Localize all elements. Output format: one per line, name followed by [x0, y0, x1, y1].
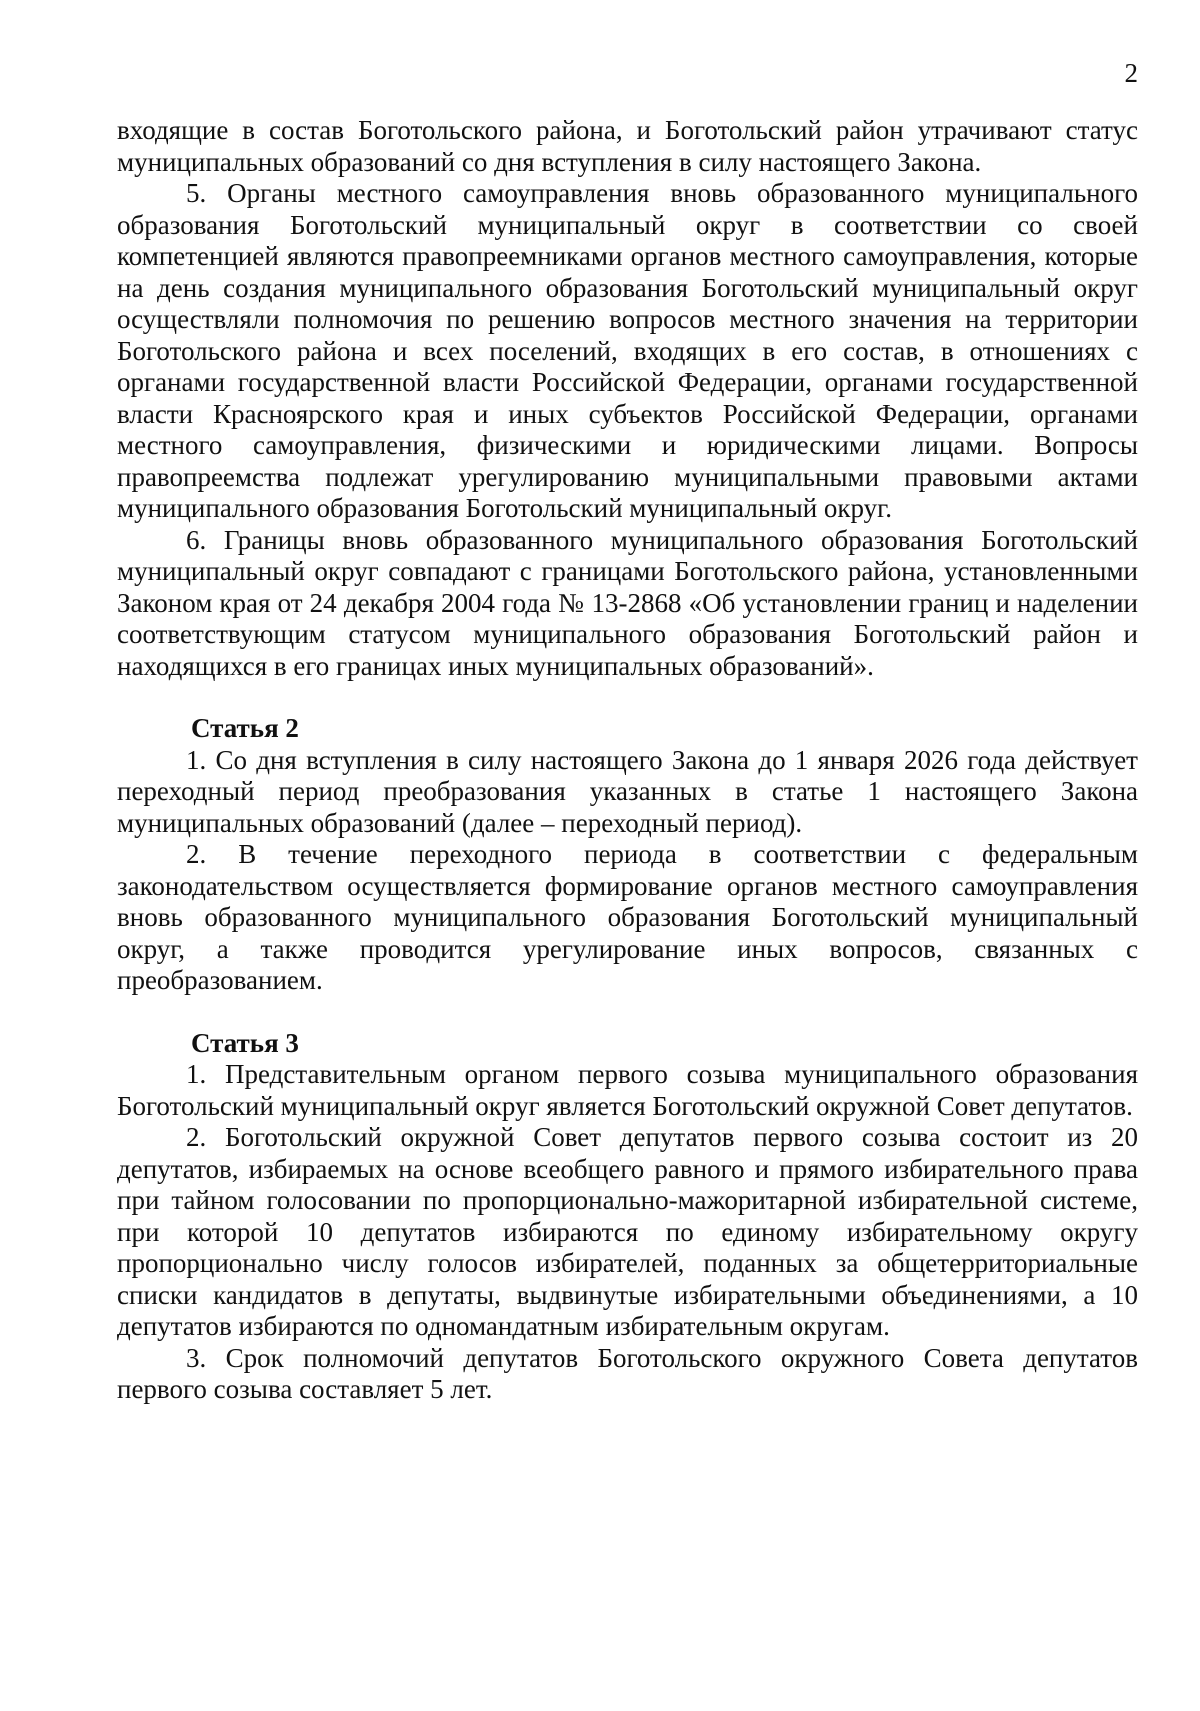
article-3-paragraph-2: 2. Боготольский окружной Совет депутатов первого созыва состоит из 20 депутатов, избираемых на основе всеобщего равного и прямого избирательного права при тайном голосовании по пропорционально-мажоритарной избирательной системе, при которой 10 депутатов избираются по единому избирательному округу пропорционально числу голосов избирателей, поданных за общетерриториальные списки кандидатов в депутаты, выдвинутые избирательными объединениями, а 10 депутатов избираются по одномандатным избирательным округам.	[117, 1122, 1138, 1341]
document-body	[117, 115, 1138, 1406]
continuation-paragraph: входящие в состав Боготольского района, и Боготольский район утрачивают статус муниципальных образований со дня вступления в силу настоящего Закона.	[117, 115, 1138, 177]
page-number: 2	[1124, 58, 1138, 88]
article-3-section	[117, 1028, 1138, 1406]
article-3-paragraph-1: 1. Представительным органом первого созыва муниципального образования Боготольский муниципальный округ является Боготольский окружной Совет депутатов.	[117, 1059, 1138, 1121]
paragraph-item-6: 6. Границы вновь образованного муниципального образования Боготольский муниципальный округ совпадают с границами Боготольского района, установленными Законом края от 24 декабря 2004 года № 13-2868 «Об установлении границ и наделении соответствующим статусом муниципального образования Боготольский район и находящихся в его границах иных муниципальных образований».	[117, 524, 1138, 681]
article-2-paragraph-2: 2. В течение переходного периода в соответствии с федеральным законодательством осуществляется формирование органов местного самоуправления вновь образованного муниципального образования Боготольский муниципальный округ, а также проводится урегулирование иных вопросов, связанных с преобразованием.	[117, 839, 1138, 995]
article-2-section	[117, 713, 1138, 997]
paragraph-item-5: 5. Органы местного самоуправления вновь образованного муниципального образования Боготольский муниципальный округ в соответствии со своей компетенцией являются правопреемниками органов местного самоуправления, которые на день создания муниципального образования Боготольский муниципальный округ осуществляли полномочия по решению вопросов местного значения на территории Боготольского района и всех поселений, входящих в его состав, в отношениях с органами государственной власти Российской Федерации, органами государственной власти Красноярского края и иных субъектов Российской Федерации, органами местного самоуправления, физическими и юридическими лицами. Вопросы правопреемства подлежат урегулированию муниципальными правовыми актами муниципального образования Боготольский муниципальный округ.	[117, 178, 1138, 523]
article-2-paragraph-1: 1. Со дня вступления в силу настоящего Закона до 1 января 2026 года действует переходный период преобразования указанных в статье 1 настоящего Закона муниципальных образований (далее – переходный период).	[117, 744, 1138, 838]
article-3-heading: Статья 3	[191, 1027, 299, 1058]
article-2-heading: Статья 2	[191, 713, 299, 743]
article-3-paragraph-3: 3. Срок полномочий депутатов Боготольского окружного Совета депутатов первого созыва составляет 5 лет.	[117, 1342, 1138, 1404]
